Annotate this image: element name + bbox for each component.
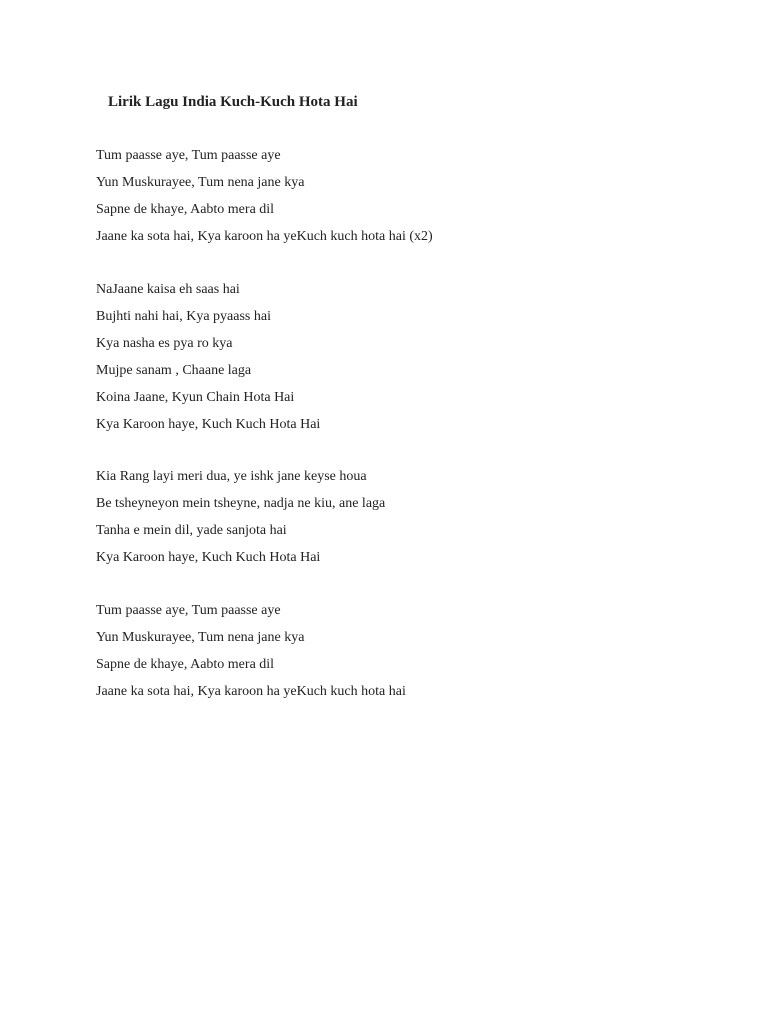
stanza-2 [96,281,736,443]
stanza-1 [96,147,736,255]
lyric-line: Yun Muskurayee, Tum nena jane kya [96,630,305,645]
lyric-line: Sapne de khaye, Aabto mera dil [96,657,275,672]
stanza-3 [96,468,736,576]
document-title: Lirik Lagu India Kuch-Kuch Hota Hai [108,94,358,110]
lyric-line: Tum paasse aye, Tum paasse aye [96,603,281,618]
lyric-line: Be tsheyneyon mein tsheyne, nadja ne kiu, ane laga [96,496,386,511]
lyric-line: Kya nasha es pya ro kya [96,336,233,351]
lyric-line: Kya Karoon haye, Kuch Kuch Hota Hai [96,550,321,565]
lyric-line: Kia Rang layi meri dua, ye ishk jane keyse houa [96,469,367,484]
lyric-line: Bujhti nahi hai, Kya pyaass hai [96,309,271,324]
lyric-line: Jaane ka sota hai, Kya karoon ha yeKuch kuch hota hai (x2) [96,229,433,244]
lyric-line: NaJaane kaisa eh saas hai [96,282,240,297]
lyric-line: Sapne de khaye, Aabto mera dil [96,202,275,217]
lyric-line: Koina Jaane, Kyun Chain Hota Hai [96,390,295,405]
lyric-line: Jaane ka sota hai, Kya karoon ha yeKuch kuch hota hai [96,684,406,699]
stanza-4 [96,602,736,710]
lyric-line: Mujpe sanam , Chaane laga [96,363,252,378]
lyric-line: Tum paasse aye, Tum paasse aye [96,148,281,163]
lyric-line: Yun Muskurayee, Tum nena jane kya [96,175,305,190]
lyric-line: Tanha e mein dil, yade sanjota hai [96,523,287,538]
lyric-line: Kya Karoon haye, Kuch Kuch Hota Hai [96,417,321,432]
